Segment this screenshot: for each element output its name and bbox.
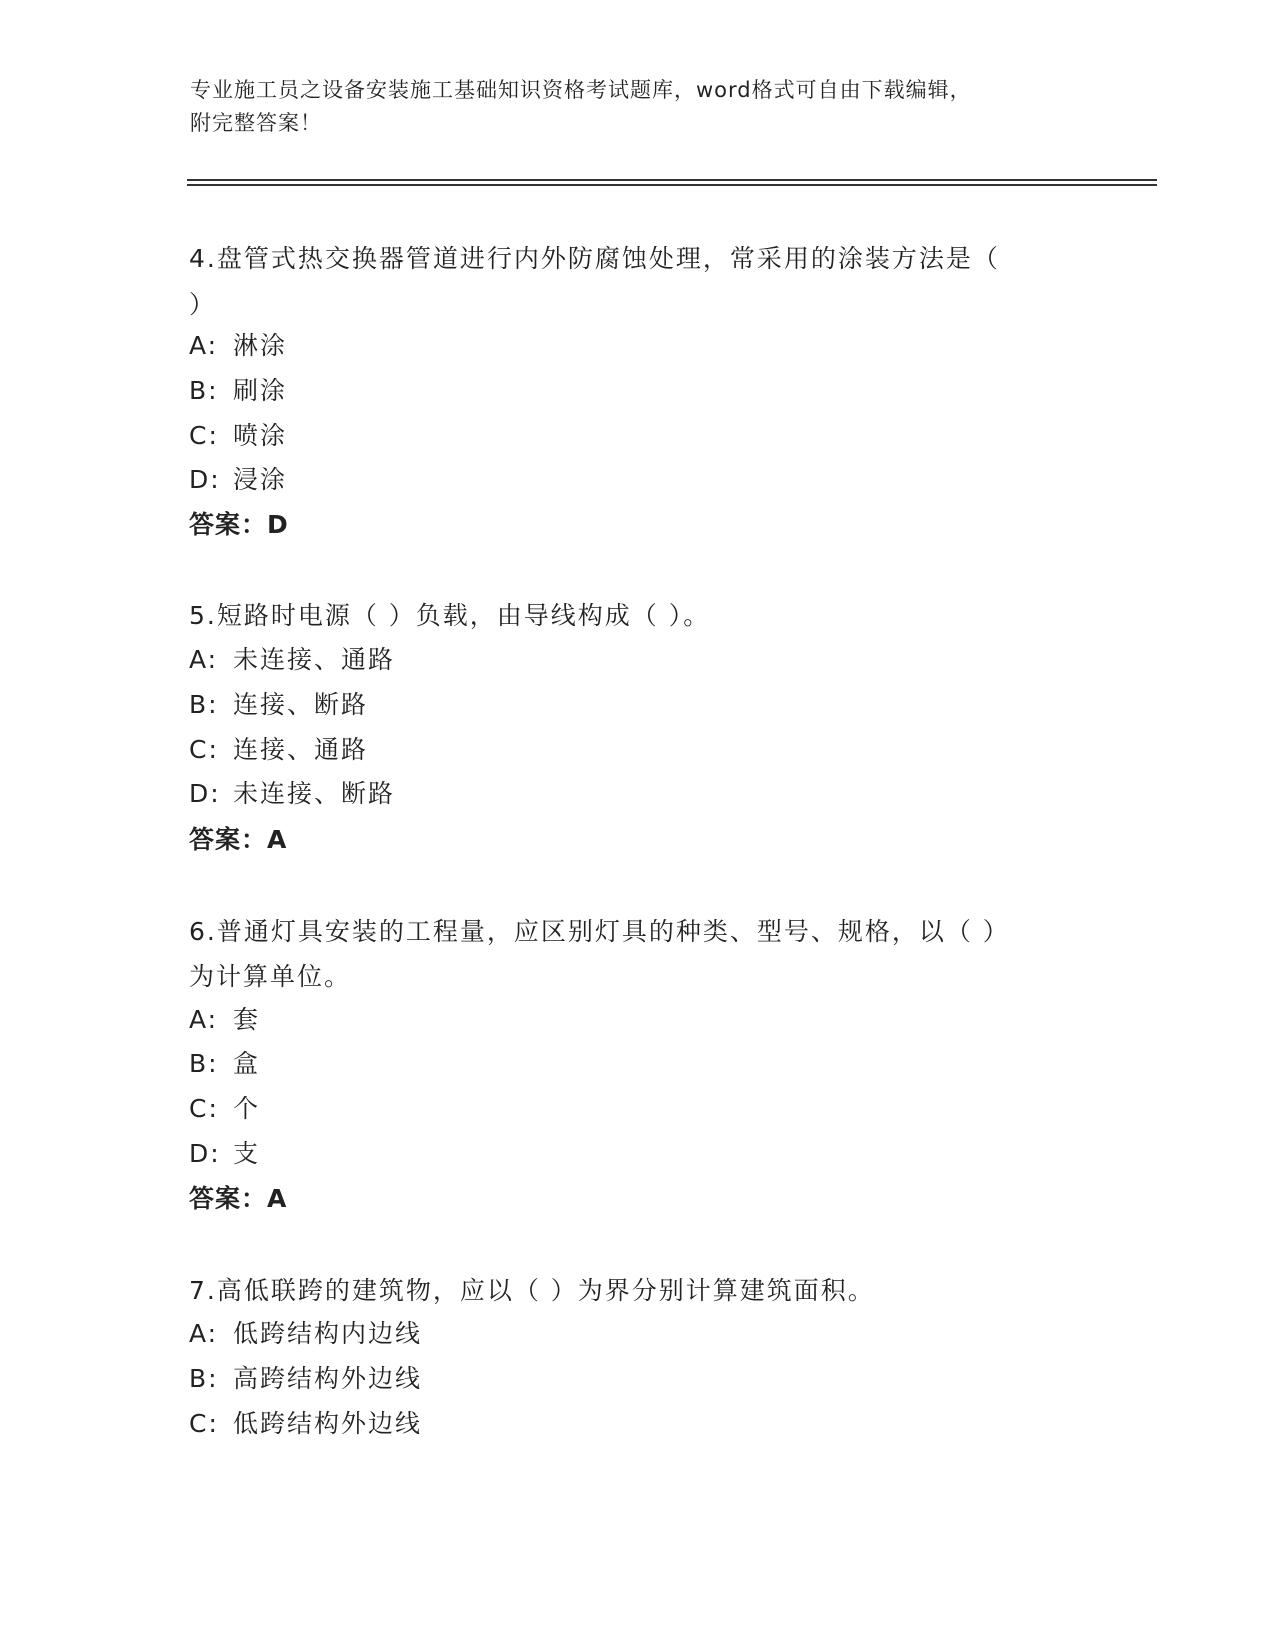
option-label: D: <box>189 1139 221 1168</box>
header-divider-bottom <box>187 184 1157 186</box>
option-label: A: <box>189 1005 219 1034</box>
option-text: 未连接、断路 <box>233 779 396 808</box>
question-6-option-a <box>189 1000 260 1040</box>
question-5-text-line-1: 5.短路时电源（ ）负载，由导线构成（ ）。 <box>189 601 711 630</box>
question-4-answer: 答案：D <box>189 510 289 539</box>
question-4-text-line-2: ） <box>189 290 217 319</box>
option-label: B: <box>189 1049 219 1078</box>
question-5-option-c <box>189 730 368 770</box>
option-text: 刷涂 <box>233 376 288 405</box>
option-text: 未连接、通路 <box>233 645 396 674</box>
question-4-option-b <box>189 371 287 411</box>
option-text: 个 <box>233 1094 261 1123</box>
option-label: B: <box>189 1364 219 1393</box>
question-5-option-a <box>189 640 395 680</box>
question-7-text-line-1: 7.高低联跨的建筑物，应以（ ）为界分别计算建筑面积。 <box>189 1276 875 1305</box>
option-label: A: <box>189 645 219 674</box>
question-7-option-c <box>189 1404 422 1444</box>
option-text: 盒 <box>233 1049 261 1078</box>
option-text: 支 <box>233 1139 261 1168</box>
option-text: 连接、断路 <box>233 690 369 719</box>
question-5-answer: 答案：A <box>189 825 288 854</box>
question-7-option-a <box>189 1314 422 1354</box>
option-label: C: <box>189 735 219 764</box>
question-4-option-d <box>189 460 287 500</box>
header-divider-top <box>187 179 1157 181</box>
question-6-text-line-1: 6.普通灯具安装的工程量，应区别灯具的种类、型号、规格，以（ ） <box>189 917 1010 946</box>
option-label: B: <box>189 690 219 719</box>
question-4-option-c <box>189 416 287 456</box>
option-text: 浸涂 <box>233 465 288 494</box>
question-6-answer: 答案：A <box>189 1184 288 1213</box>
option-label: A: <box>189 1319 219 1348</box>
option-label: A: <box>189 331 219 360</box>
option-text: 高跨结构外边线 <box>233 1364 423 1393</box>
header-line-1: 专业施工员之设备安装施工基础知识资格考试题库，word格式可自由下载编辑， <box>190 78 972 102</box>
option-label: C: <box>189 1094 219 1123</box>
option-text: 连接、通路 <box>233 735 369 764</box>
option-text: 低跨结构外边线 <box>233 1409 423 1438</box>
option-label: B: <box>189 376 219 405</box>
option-label: C: <box>189 421 219 450</box>
option-label: D: <box>189 465 221 494</box>
question-6-option-b <box>189 1044 260 1084</box>
document-header <box>190 74 1090 140</box>
question-6-text-line-2: 为计算单位。 <box>189 962 352 991</box>
question-5-option-d <box>189 774 395 814</box>
header-line-2: 附完整答案！ <box>190 111 322 135</box>
question-4-text-line-1: 4.盘管式热交换器管道进行内外防腐蚀处理，常采用的涂装方法是（ <box>189 244 1000 273</box>
option-text: 喷涂 <box>233 421 288 450</box>
question-5-option-b <box>189 685 368 725</box>
question-6-option-d <box>189 1134 260 1174</box>
option-label: C: <box>189 1409 219 1438</box>
option-text: 套 <box>233 1005 261 1034</box>
question-4-option-a <box>189 326 287 366</box>
option-label: D: <box>189 779 221 808</box>
question-6-option-c <box>189 1089 260 1129</box>
option-text: 淋涂 <box>233 331 288 360</box>
option-text: 低跨结构内边线 <box>233 1319 423 1348</box>
question-7-option-b <box>189 1359 422 1399</box>
